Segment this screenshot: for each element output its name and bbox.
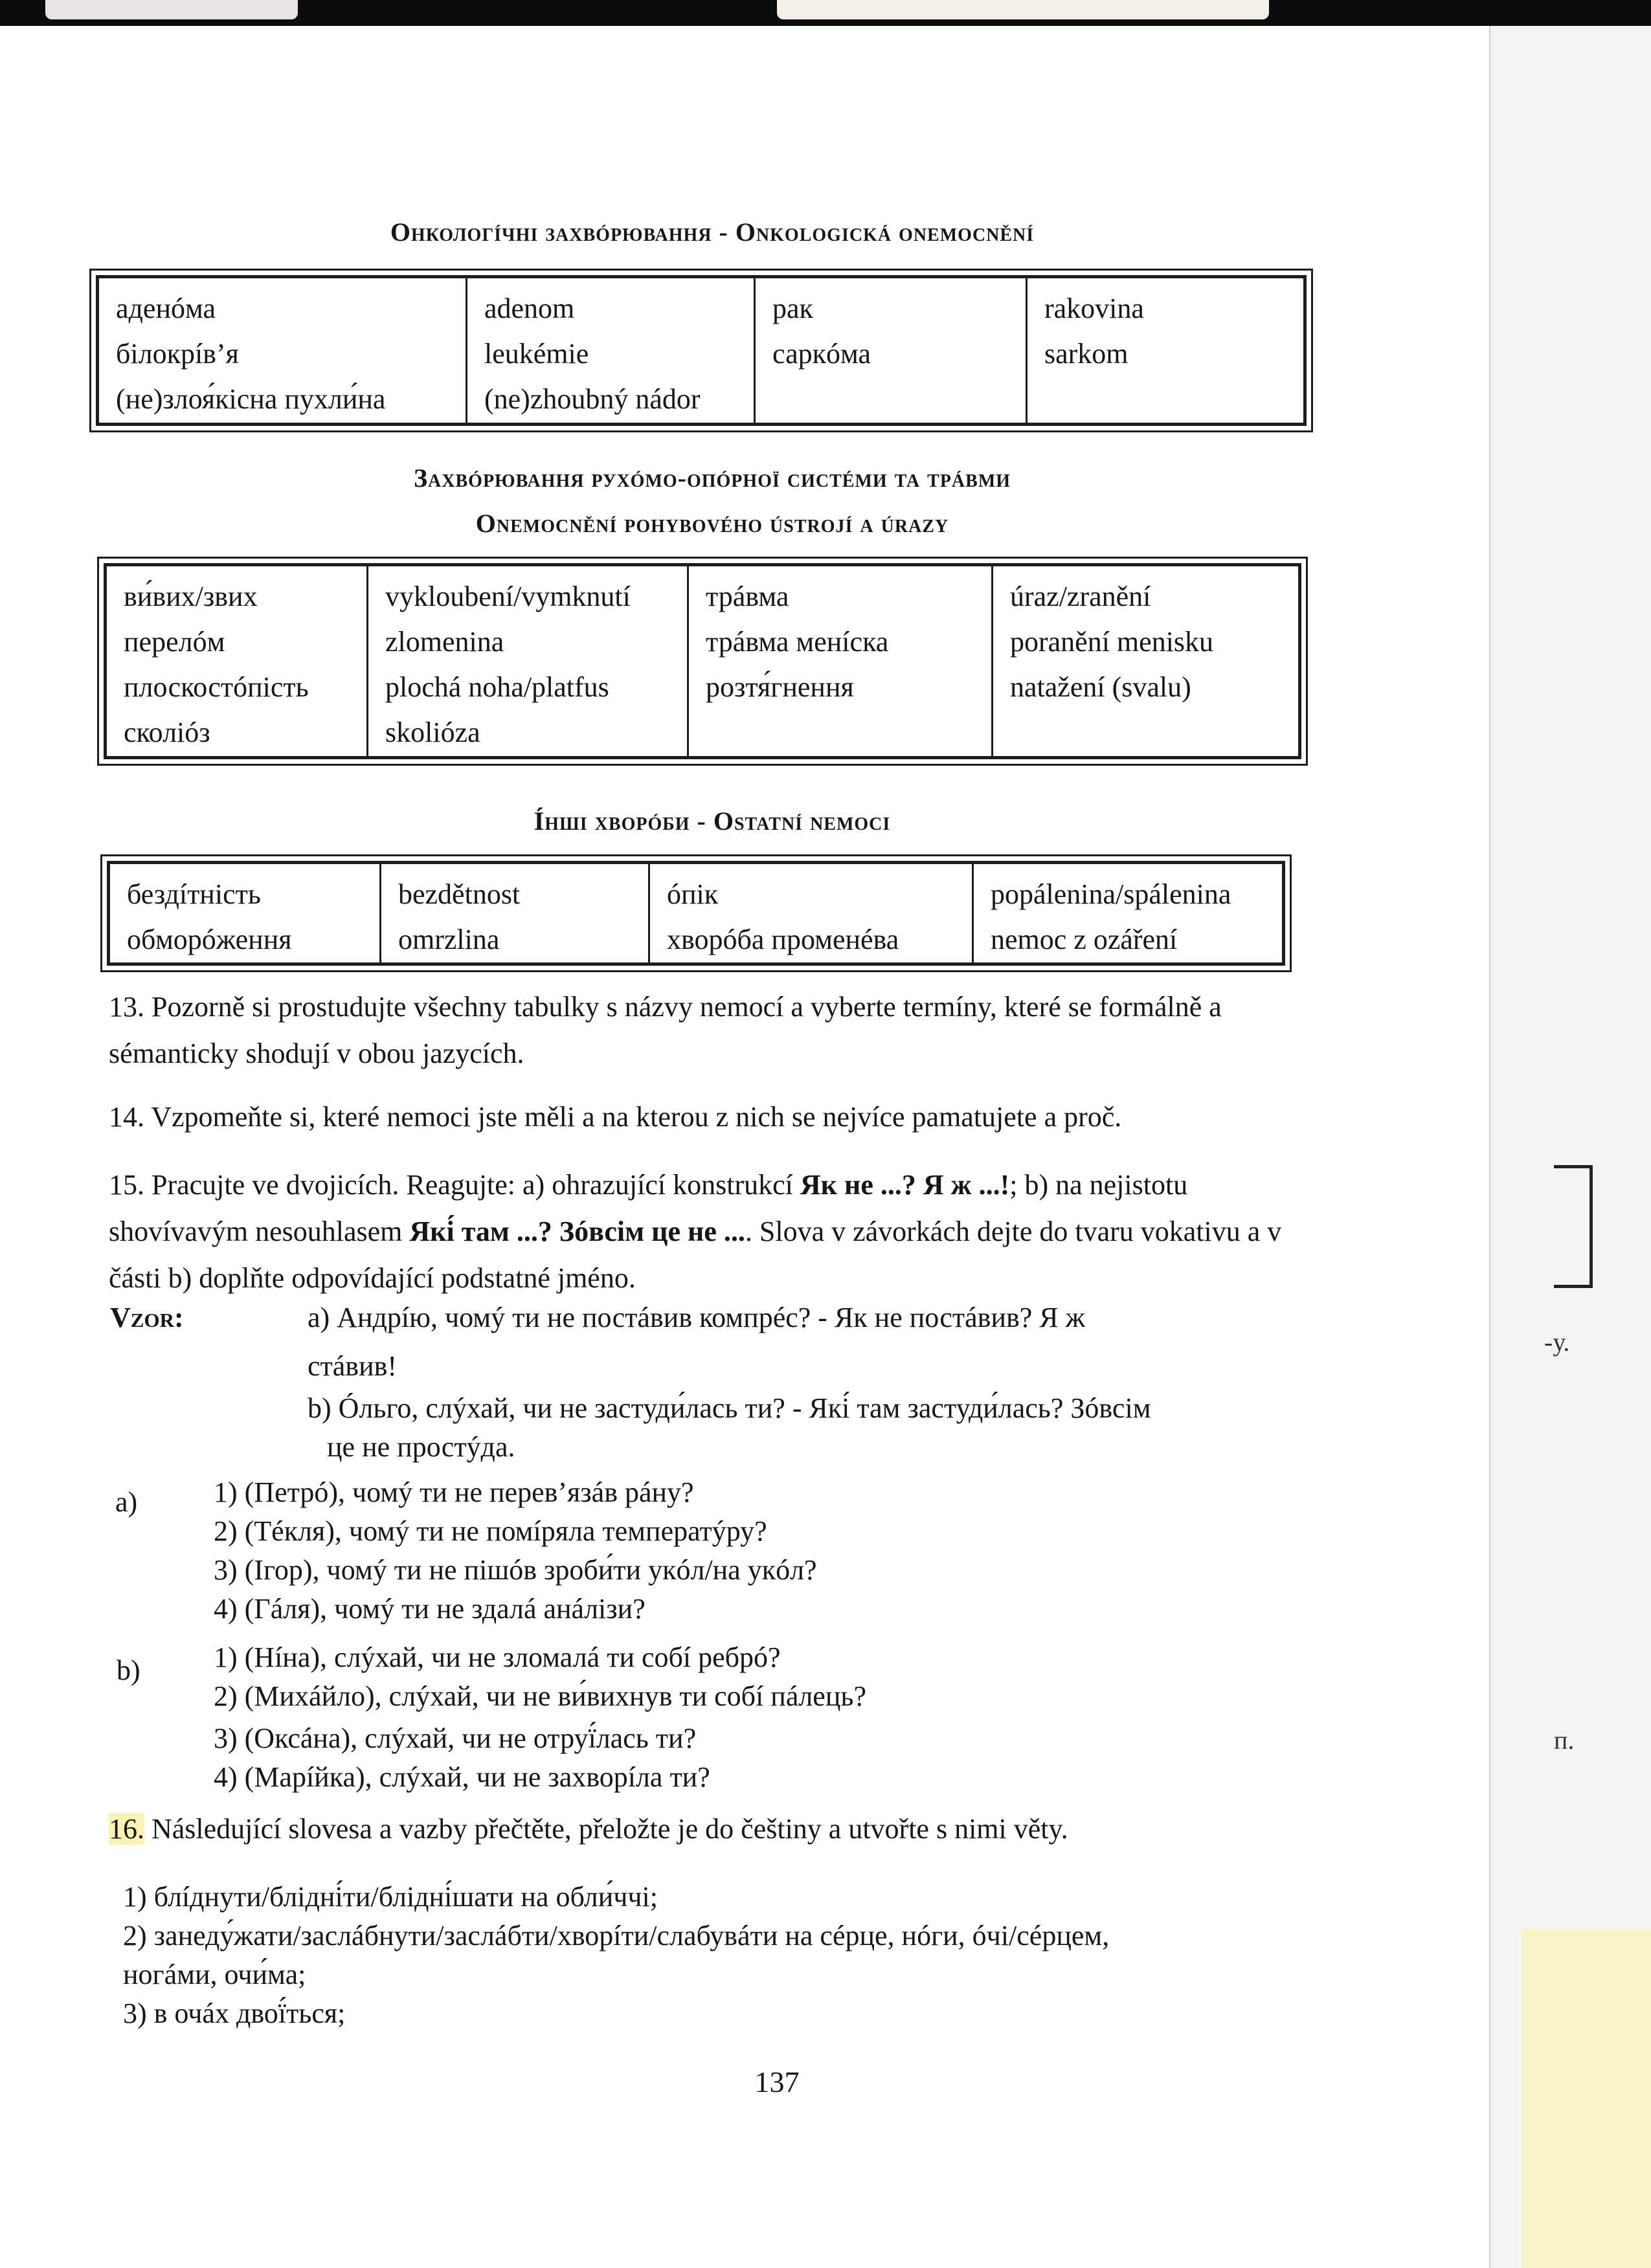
term-uk: óпік (667, 878, 719, 910)
group-b-label: b) (117, 1654, 140, 1686)
vzor-example-b-cont: це не простýда. (327, 1431, 515, 1463)
exercise-16-text: Následující slovesa a vazby přečtěte, přeložte je do češtiny a utvořte s nimi věty. (152, 1813, 1068, 1845)
term-uk: плоскостóпість (124, 671, 309, 703)
section-title-oncology: Онкологíчні захвóрювання - Onkologická onemocnění (390, 217, 1035, 247)
section-title-other: Íнші хворóби - Ostatní nemoci (533, 806, 891, 836)
term-cz: bezdětnost (398, 878, 521, 910)
term-cz: poranění menisku (1010, 626, 1214, 658)
table-cell (106, 565, 368, 758)
exercise-15-text: ; b) na nejistotu shovívavým nesouhlasem (109, 1169, 1188, 1247)
exercise-item: 4) (Гáля), чомý ти не здалá анáлізи? (214, 1593, 646, 1625)
section-title-musculoskeletal-uk: Захвóрювання рухóмо-опóрної систéми та трáвми (413, 463, 1011, 493)
exercise-item: 2) (Михáйло), слýхай, чи не ви́вихнув ти собí пáлець? (214, 1680, 866, 1712)
exercise-16 (109, 1812, 1068, 1845)
exercise-15-text: 15. Pracujte ve dvojicích. Reagujte: a) ohrazující konstrukcí (109, 1169, 793, 1201)
term-cz: natažení (svalu) (1010, 671, 1191, 703)
margin-mark: п. (1554, 1726, 1575, 1755)
exercise-15-construction-b: Які́ там ...? Зóвсім це не ... (409, 1216, 745, 1247)
adjacent-page-bracket (1554, 1165, 1593, 1288)
term-uk: перелóм (124, 626, 225, 658)
term-uk: саркóма (772, 338, 871, 370)
term-uk: обморóження (127, 924, 292, 955)
table-cell (467, 277, 755, 425)
margin-mark: -у. (1544, 1328, 1570, 1357)
term-uk: аденóма (116, 293, 216, 324)
term-uk: білокрíв’я (116, 338, 239, 370)
exercise-16-item: 2) занеду́жати/заслáбнути/заслáбти/хворíти/слабувáти на сéрце, нóги, óчі/сéрцем, (123, 1920, 1110, 1951)
table-cell (368, 565, 688, 758)
table-cell (973, 863, 1284, 964)
table-cell (688, 565, 993, 758)
sticky-note (1522, 1929, 1651, 2268)
table-cell (98, 277, 467, 425)
exercise-15-construction-a: Як не ...? Я ж ...! (800, 1169, 1010, 1201)
term-uk: сколіóз (124, 717, 210, 748)
exercise-15 (109, 1162, 1332, 1302)
table-cell (755, 277, 1027, 425)
exercise-item: 4) (Марíйка), слýхай, чи не захворíла ти? (214, 1761, 710, 1793)
vzor-example-a: а) Андрíю, чомý ти не постáвив компрéс? - Як не постáвив? Я ж (308, 1302, 1086, 1333)
term-cz: zlomenina (385, 626, 504, 658)
table-cell (993, 565, 1300, 758)
term-uk: розтя́гнення (706, 671, 854, 703)
exercise-13: 13. Pozorně si prostudujte všechny tabulky s názvy nemocí a vyberte termíny, které se formálně a sémanticky shodují v obou jazycích. (109, 991, 1222, 1069)
term-cz: nemoc z ozáření (991, 924, 1178, 955)
vzor-example-b: b) Óльго, слýхай, чи не застуди́лась ти? - Які́ там застуди́лась? Зóвсім (308, 1392, 1151, 1424)
scan-paper-scrap (777, 0, 1269, 19)
term-cz: plochá noha/platfus (385, 671, 609, 703)
exercise-14: 14. Vzpomeňte si, které nemoci jste měli a na kterou z nich se nejvíce pamatujete a proč. (109, 1101, 1122, 1133)
group-a-label: a) (115, 1486, 138, 1518)
term-cz: skolióza (385, 717, 480, 748)
term-cz: popálenina/spálenina (991, 878, 1231, 910)
exercise-item: 3) (Оксáна), слýхай, чи не отруї́лась ти? (214, 1722, 697, 1754)
section-title-musculoskeletal-cz: Onemocnění pohybového ústrojí a úrazy (475, 509, 949, 538)
term-cz: vykloubení/vymknutí (385, 581, 631, 612)
exercise-item: 1) (Петрó), чомý ти не перев’язáв рáну? (214, 1476, 694, 1508)
table-cell (109, 863, 381, 964)
exercise-16-item: ногáми, очи́ма; (123, 1959, 306, 1990)
vzor-example-a-cont: стáвив! (308, 1350, 398, 1382)
term-cz: adenom (484, 293, 575, 324)
exercise-16-item: 3) в очáх двої́ться; (123, 1997, 346, 2029)
vocab-table-oncology (96, 275, 1307, 426)
term-cz: rakovina (1044, 293, 1144, 324)
exercise-16-number: 16. (109, 1813, 144, 1845)
term-cz: omrzlina (398, 924, 500, 955)
exercise-item: 1) (Нíна), слýхай, чи не зломалá ти собí ребрó? (214, 1641, 781, 1673)
term-uk: (не)злоя́кісна пухли́на (116, 383, 386, 415)
term-uk: трáвма (706, 581, 789, 612)
term-uk: хворóба променéва (667, 924, 899, 955)
table-cell (649, 863, 973, 964)
vzor-label: Vzor: (110, 1302, 184, 1333)
exercise-item: 3) (Ігор), чомý ти не пішóв зроби́ти укóл/на укóл? (214, 1554, 817, 1586)
exercise-16-item: 1) блíднути/блідні́ти/блідні́шати на обли́ччі; (123, 1881, 658, 1913)
term-cz: sarkom (1044, 338, 1129, 370)
term-uk: ви́вих/звих (124, 581, 258, 612)
exercise-item: 2) (Тéкля), чомý ти не помíряла температýру? (214, 1515, 767, 1547)
term-uk: трáвма менíска (706, 626, 889, 658)
vocab-table-other (107, 861, 1285, 966)
term-cz: (ne)zhoubný nádor (484, 383, 701, 415)
page-number: 137 (754, 2065, 800, 2098)
term-uk: бездíтність (127, 878, 261, 910)
term-cz: leukémie (484, 338, 589, 370)
table-cell (381, 863, 649, 964)
table-cell (1027, 277, 1305, 425)
scan-paper-scrap (45, 0, 298, 19)
term-uk: рак (772, 293, 813, 324)
vocab-table-musculoskeletal (104, 563, 1301, 759)
exercise-15-text: . Slova v závorkách dejte do tvaru vokativu a v části b) doplňte odpovídající podstatné jméno. (109, 1216, 1282, 1294)
term-cz: úraz/zranění (1010, 581, 1151, 612)
